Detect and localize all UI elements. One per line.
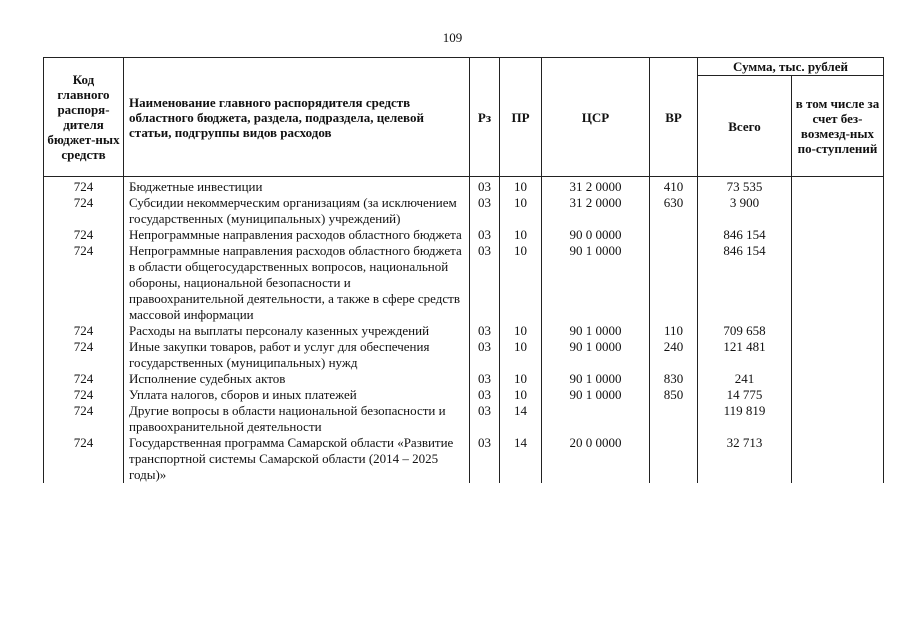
cell-name: Исполнение судебных актов: [124, 371, 470, 387]
cell-code: 724: [44, 403, 124, 435]
cell-vr: [650, 227, 698, 243]
cell-pr: 10: [500, 323, 542, 339]
cell-rz: 03: [470, 387, 500, 403]
cell-rz: 03: [470, 243, 500, 323]
table-row: [44, 371, 884, 387]
table-row: [44, 403, 884, 435]
cell-code: 724: [44, 371, 124, 387]
cell-pr: 10: [500, 227, 542, 243]
header-vr: ВР: [650, 58, 698, 177]
cell-total: 32 713: [698, 435, 792, 483]
table-body: [44, 177, 884, 484]
cell-csr: 90 1 0000: [542, 371, 650, 387]
cell-pr: 10: [500, 387, 542, 403]
cell-name: Бюджетные инвестиции: [124, 179, 470, 195]
table-row: [44, 179, 884, 195]
cell-csr: 31 2 0000: [542, 179, 650, 195]
cell-csr: [542, 403, 650, 435]
cell-code: 724: [44, 339, 124, 371]
header-pr: ПР: [500, 58, 542, 177]
cell-total: 846 154: [698, 227, 792, 243]
cell-name: Уплата налогов, сборов и иных платежей: [124, 387, 470, 403]
cell-total: 709 658: [698, 323, 792, 339]
cell-total: 241: [698, 371, 792, 387]
cell-rz: 03: [470, 339, 500, 371]
cell-csr: 90 1 0000: [542, 323, 650, 339]
header-rz: Рз: [470, 58, 500, 177]
table-row: [44, 387, 884, 403]
cell-csr: 90 0 0000: [542, 227, 650, 243]
cell-vr: 830: [650, 371, 698, 387]
table-header: [44, 58, 884, 177]
cell-incl: [792, 371, 884, 387]
cell-code: 724: [44, 323, 124, 339]
cell-name: Непрограммные направления расходов областного бюджета в области общегосударственных вопросов, национальной обороны, национальной безопасности и правоохранительной деятельности, а также в сфере средств массовой информации: [124, 243, 470, 323]
cell-csr: 90 1 0000: [542, 243, 650, 323]
cell-vr: 410: [650, 179, 698, 195]
cell-incl: [792, 403, 884, 435]
cell-total: 14 775: [698, 387, 792, 403]
cell-name: Иные закупки товаров, работ и услуг для обеспечения государственных (муниципальных) нужд: [124, 339, 470, 371]
header-total: Всего: [698, 76, 792, 177]
header-incl: в том числе за счет без-возмезд-ных по-ступлений: [792, 76, 884, 177]
cell-total: 846 154: [698, 243, 792, 323]
cell-vr: 630: [650, 195, 698, 227]
budget-table: [43, 57, 884, 483]
cell-pr: 14: [500, 435, 542, 483]
cell-rz: 03: [470, 179, 500, 195]
cell-vr: [650, 435, 698, 483]
cell-pr: 10: [500, 371, 542, 387]
cell-code: 724: [44, 435, 124, 483]
page-number: 109: [442, 30, 463, 45]
table-row: [44, 323, 884, 339]
cell-name: Государственная программа Самарской области «Развитие транспортной системы Самарской области (2014 – 2025 годы)»: [124, 435, 470, 483]
cell-csr: 90 1 0000: [542, 387, 650, 403]
cell-vr: [650, 243, 698, 323]
cell-csr: 20 0 0000: [542, 435, 650, 483]
cell-rz: 03: [470, 371, 500, 387]
cell-rz: 03: [470, 323, 500, 339]
cell-rz: 03: [470, 403, 500, 435]
cell-incl: [792, 323, 884, 339]
cell-code: 724: [44, 387, 124, 403]
cell-incl: [792, 195, 884, 227]
cell-incl: [792, 387, 884, 403]
cell-total: 121 481: [698, 339, 792, 371]
cell-rz: 03: [470, 227, 500, 243]
cell-vr: 850: [650, 387, 698, 403]
cell-vr: 240: [650, 339, 698, 371]
cell-csr: 90 1 0000: [542, 339, 650, 371]
header-sum-group: Сумма, тыс. рублей: [698, 58, 884, 76]
cell-rz: 03: [470, 195, 500, 227]
cell-incl: [792, 179, 884, 195]
cell-rz: 03: [470, 435, 500, 483]
cell-name: Расходы на выплаты персоналу казенных учреждений: [124, 323, 470, 339]
cell-code: 724: [44, 227, 124, 243]
cell-vr: [650, 403, 698, 435]
cell-total: 3 900: [698, 195, 792, 227]
cell-incl: [792, 339, 884, 371]
cell-code: 724: [44, 179, 124, 195]
table-row: [44, 435, 884, 483]
cell-csr: 31 2 0000: [542, 195, 650, 227]
cell-vr: 110: [650, 323, 698, 339]
cell-pr: 10: [500, 339, 542, 371]
cell-incl: [792, 243, 884, 323]
cell-code: 724: [44, 195, 124, 227]
cell-total: 119 819: [698, 403, 792, 435]
table-row: [44, 243, 884, 323]
cell-incl: [792, 435, 884, 483]
table-row: [44, 227, 884, 243]
cell-code: 724: [44, 243, 124, 323]
cell-name: Непрограммные направления расходов областного бюджета: [124, 227, 470, 243]
cell-name: Другие вопросы в области национальной безопасности и правоохранительной деятельности: [124, 403, 470, 435]
cell-total: 73 535: [698, 179, 792, 195]
cell-name: Субсидии некоммерческим организациям (за исключением государственных (муниципальных) учреждений): [124, 195, 470, 227]
cell-incl: [792, 227, 884, 243]
header-csr: ЦСР: [542, 58, 650, 177]
table-row: [44, 195, 884, 227]
cell-pr: 14: [500, 403, 542, 435]
header-code: Код главного распоря-дителя бюджет-ных средств: [44, 58, 124, 177]
table-row: [44, 339, 884, 371]
cell-pr: 10: [500, 195, 542, 227]
header-name: Наименование главного распорядителя средств областного бюджета, раздела, подраздела, целевой статьи, подгруппы видов расходов: [124, 58, 470, 177]
cell-pr: 10: [500, 243, 542, 323]
cell-pr: 10: [500, 179, 542, 195]
